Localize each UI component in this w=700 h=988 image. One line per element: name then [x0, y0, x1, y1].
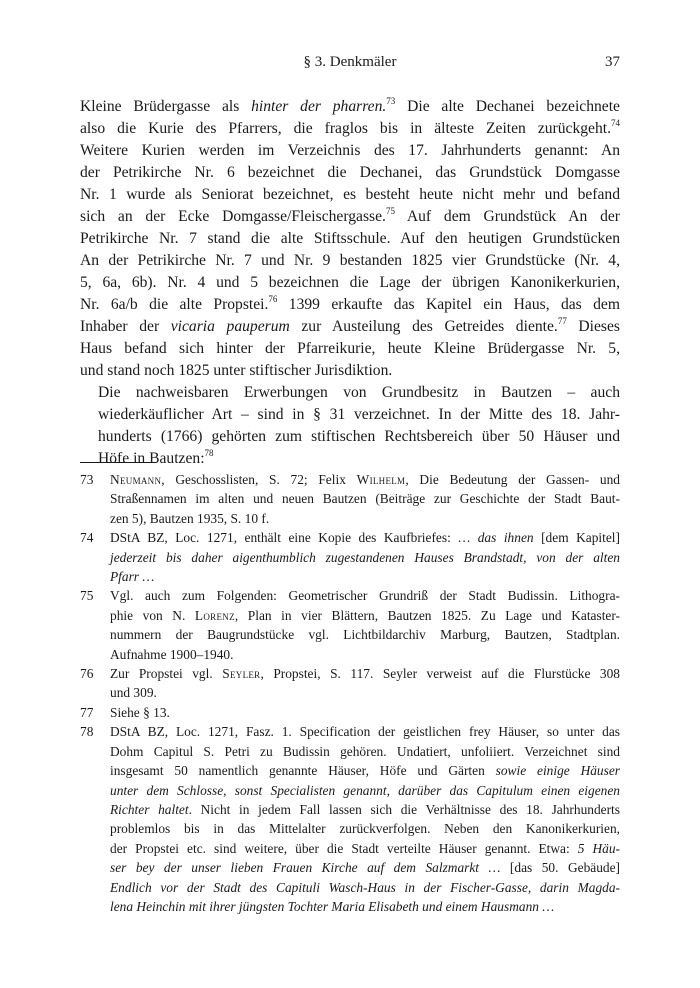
footnote-ref: 78 [204, 447, 214, 458]
footnote-line: lena Heinchin mit ihrer jüngsten Tochter Maria Elisabeth und einem Hausmann … [110, 898, 555, 914]
running-header [80, 54, 620, 74]
text-line: Weitere Kurien werden im Verzeichnis des 17. Jahrhunderts genannt: An [80, 142, 620, 159]
footnote-ref: 77 [557, 315, 567, 326]
footnote-line: DStA BZ, Loc. 1271, Fasz. 1. Specification der geistlichen frey Häuser, so unter das [110, 724, 620, 740]
text-line: der Petrikirche Nr. 6 bezeichnet die Dechanei, das Grundstück Domgasse [80, 164, 620, 181]
text-line: 5, 6a, 6b). Nr. 4 und 5 bezeichnen die Lage der übrigen Kanonikerkurien, [80, 274, 620, 291]
text-line: und stand noch 1825 unter stiftischer Jurisdiktion. [80, 362, 393, 379]
footnote-separator [80, 462, 156, 463]
footnote-line: Straßennamen im alten und neuen Bautzen (Beiträge zur Geschichte der Stadt Baut- [110, 491, 620, 507]
footnote-line: Vgl. auch zum Folgenden: Geometrischer Grundriß der Stadt Budissin. Lithogra- [110, 588, 620, 604]
paragraph-1 [80, 96, 620, 382]
footnote-line: insgesamt 50 namentlich genannte Häuser, Höfe und Gärten sowie einige Häuser [110, 763, 620, 779]
footnote-number: 76 [80, 666, 94, 682]
footnote-line: Pfarr … [110, 569, 155, 585]
footnote-line: Aufnahme 1900–1940. [110, 646, 234, 662]
text-line: Höfe in Bautzen:$^{78}$ [98, 447, 214, 467]
footnote-number: 78 [80, 724, 94, 740]
text-line: sich an der Ecke Domgasse/Fleischergasse.$^{75}$ Auf dem Grundstück An der [80, 205, 620, 225]
footnote-line: Dohm Capitul S. Petri zu Budissin gehören. Undatiert, unfoliiert. Verzeichnet sind [110, 743, 620, 759]
main-text [80, 96, 620, 470]
footnote-line: Neumann, Geschosslisten, S. 72; Felix Wilhelm, Die Bedeutung der Gassen- und [110, 472, 620, 487]
text-line: hunderts (1766) gehörten zum stiftischen Rechtsbereich über 50 Häuser und [98, 428, 620, 445]
text-line: wiederkäuflicher Art – sind in § 31 verzeichnet. In der Mitte des 18. Jahr- [98, 406, 620, 423]
footnote-line: nummern der Baugrundstücke vgl. Lichtbildarchiv Marburg, Bautzen, Stadtplan. [110, 627, 620, 643]
footnote-number: 75 [80, 588, 94, 604]
footnote-line: phie von N. Lorenz, Plan in vier Blättern, Bautzen 1825. Zu Lage und Kataster- [110, 607, 621, 623]
page-number: 37 [605, 54, 620, 70]
footnote-line: ser bey der unser lieben Frauen Kirche auf dem Salzmarkt … [das 50. Gebäude] [110, 860, 620, 876]
footnote-line: Richter haltet. Nicht in jedem Fall lassen sich die Verhältnisse des 18. Jahrhunderts [110, 801, 620, 817]
footnote-73 [80, 470, 620, 528]
footnote-line: und 309. [110, 685, 157, 701]
paragraph-2 [80, 382, 620, 470]
footnotes [80, 470, 620, 916]
footnote-line: DStA BZ, Loc. 1271, enthält eine Kopie des Kaufbriefes: … das ihnen [dem Kapitel] [110, 530, 620, 546]
footnote-line: Siehe § 13. [110, 704, 170, 720]
text-line: Nr. 6a/b die alte Propstei.$^{76}$ 1399 erkaufte das Kapitel ein Haus, das dem [80, 293, 620, 313]
text-line: An der Petrikirche Nr. 7 und Nr. 9 bestanden 1825 vier Grundstücke (Nr. 4, [80, 252, 620, 269]
footnote-ref: 76 [268, 293, 278, 304]
footnote-74 [80, 528, 620, 586]
text-line: Nr. 1 wurde als Seniorat bezeichnet, es besteht heute nicht mehr und befand [80, 186, 620, 203]
text-line: Kleine Brüdergasse als hinter der pharren.$^{73}$ Die alte Dechanei bezeichnete [80, 95, 620, 115]
footnote-number: 77 [80, 704, 94, 720]
footnote-ref: 75 [385, 205, 395, 216]
footnote-number: 74 [80, 530, 94, 546]
text-line: Inhaber der vicaria pauperum zur Austeilung des Getreides diente.$^{77}$ Dieses [80, 315, 620, 335]
text-line: Haus befand sich hinter der Pfarreikurie, heute Kleine Brüdergasse Nr. 5, [80, 340, 620, 357]
footnote-line: jederzeit bis daher aigenthumblich zugestandenen Hauses Brandstadt, von der alten [110, 549, 620, 565]
footnote-line: zen 5), Bautzen 1935, S. 10 f. [110, 510, 270, 526]
footnote-78 [80, 722, 620, 916]
text-line: also die Kurie des Pfarrers, die fraglos bis in älteste Zeiten zurückgeht.$^{74}$ [80, 117, 620, 137]
text-line: Die nachweisbaren Erwerbungen von Grundbesitz in Bautzen – auch [98, 384, 620, 401]
footnote-77 [80, 703, 620, 722]
section-title: § 3. Denkmäler [303, 54, 397, 70]
footnote-line: unter dem Schlosse, sonst Specialisten genannt, darüber das Capitulum einen eigenen [110, 782, 620, 798]
footnote-ref: 74 [611, 117, 620, 128]
footnote-76 [80, 664, 620, 703]
footnote-line: Endlich vor der Stadt des Capituli Wasch-Haus in der Fischer-Gasse, darin Magda- [110, 879, 620, 895]
footnote-line: problemlos bis in das Mittelalter zurückverfolgen. Neben den Kanonikerkurien, [110, 821, 620, 837]
text-line: Petrikirche Nr. 7 stand die alte Stiftsschule. Auf den heutigen Grundstücken [80, 230, 620, 247]
footnote-line: Zur Propstei vgl. Seyler, Propstei, S. 117. Seyler verweist auf die Flurstücke 308 [110, 666, 620, 682]
footnote-line: der Propstei etc. sind weitere, über die Stadt verteilte Häuser genannt. Etwa: 5 Häu- [110, 840, 620, 856]
footnote-number: 73 [80, 472, 94, 487]
footnote-ref: 73 [386, 95, 396, 106]
footnote-75 [80, 586, 620, 664]
